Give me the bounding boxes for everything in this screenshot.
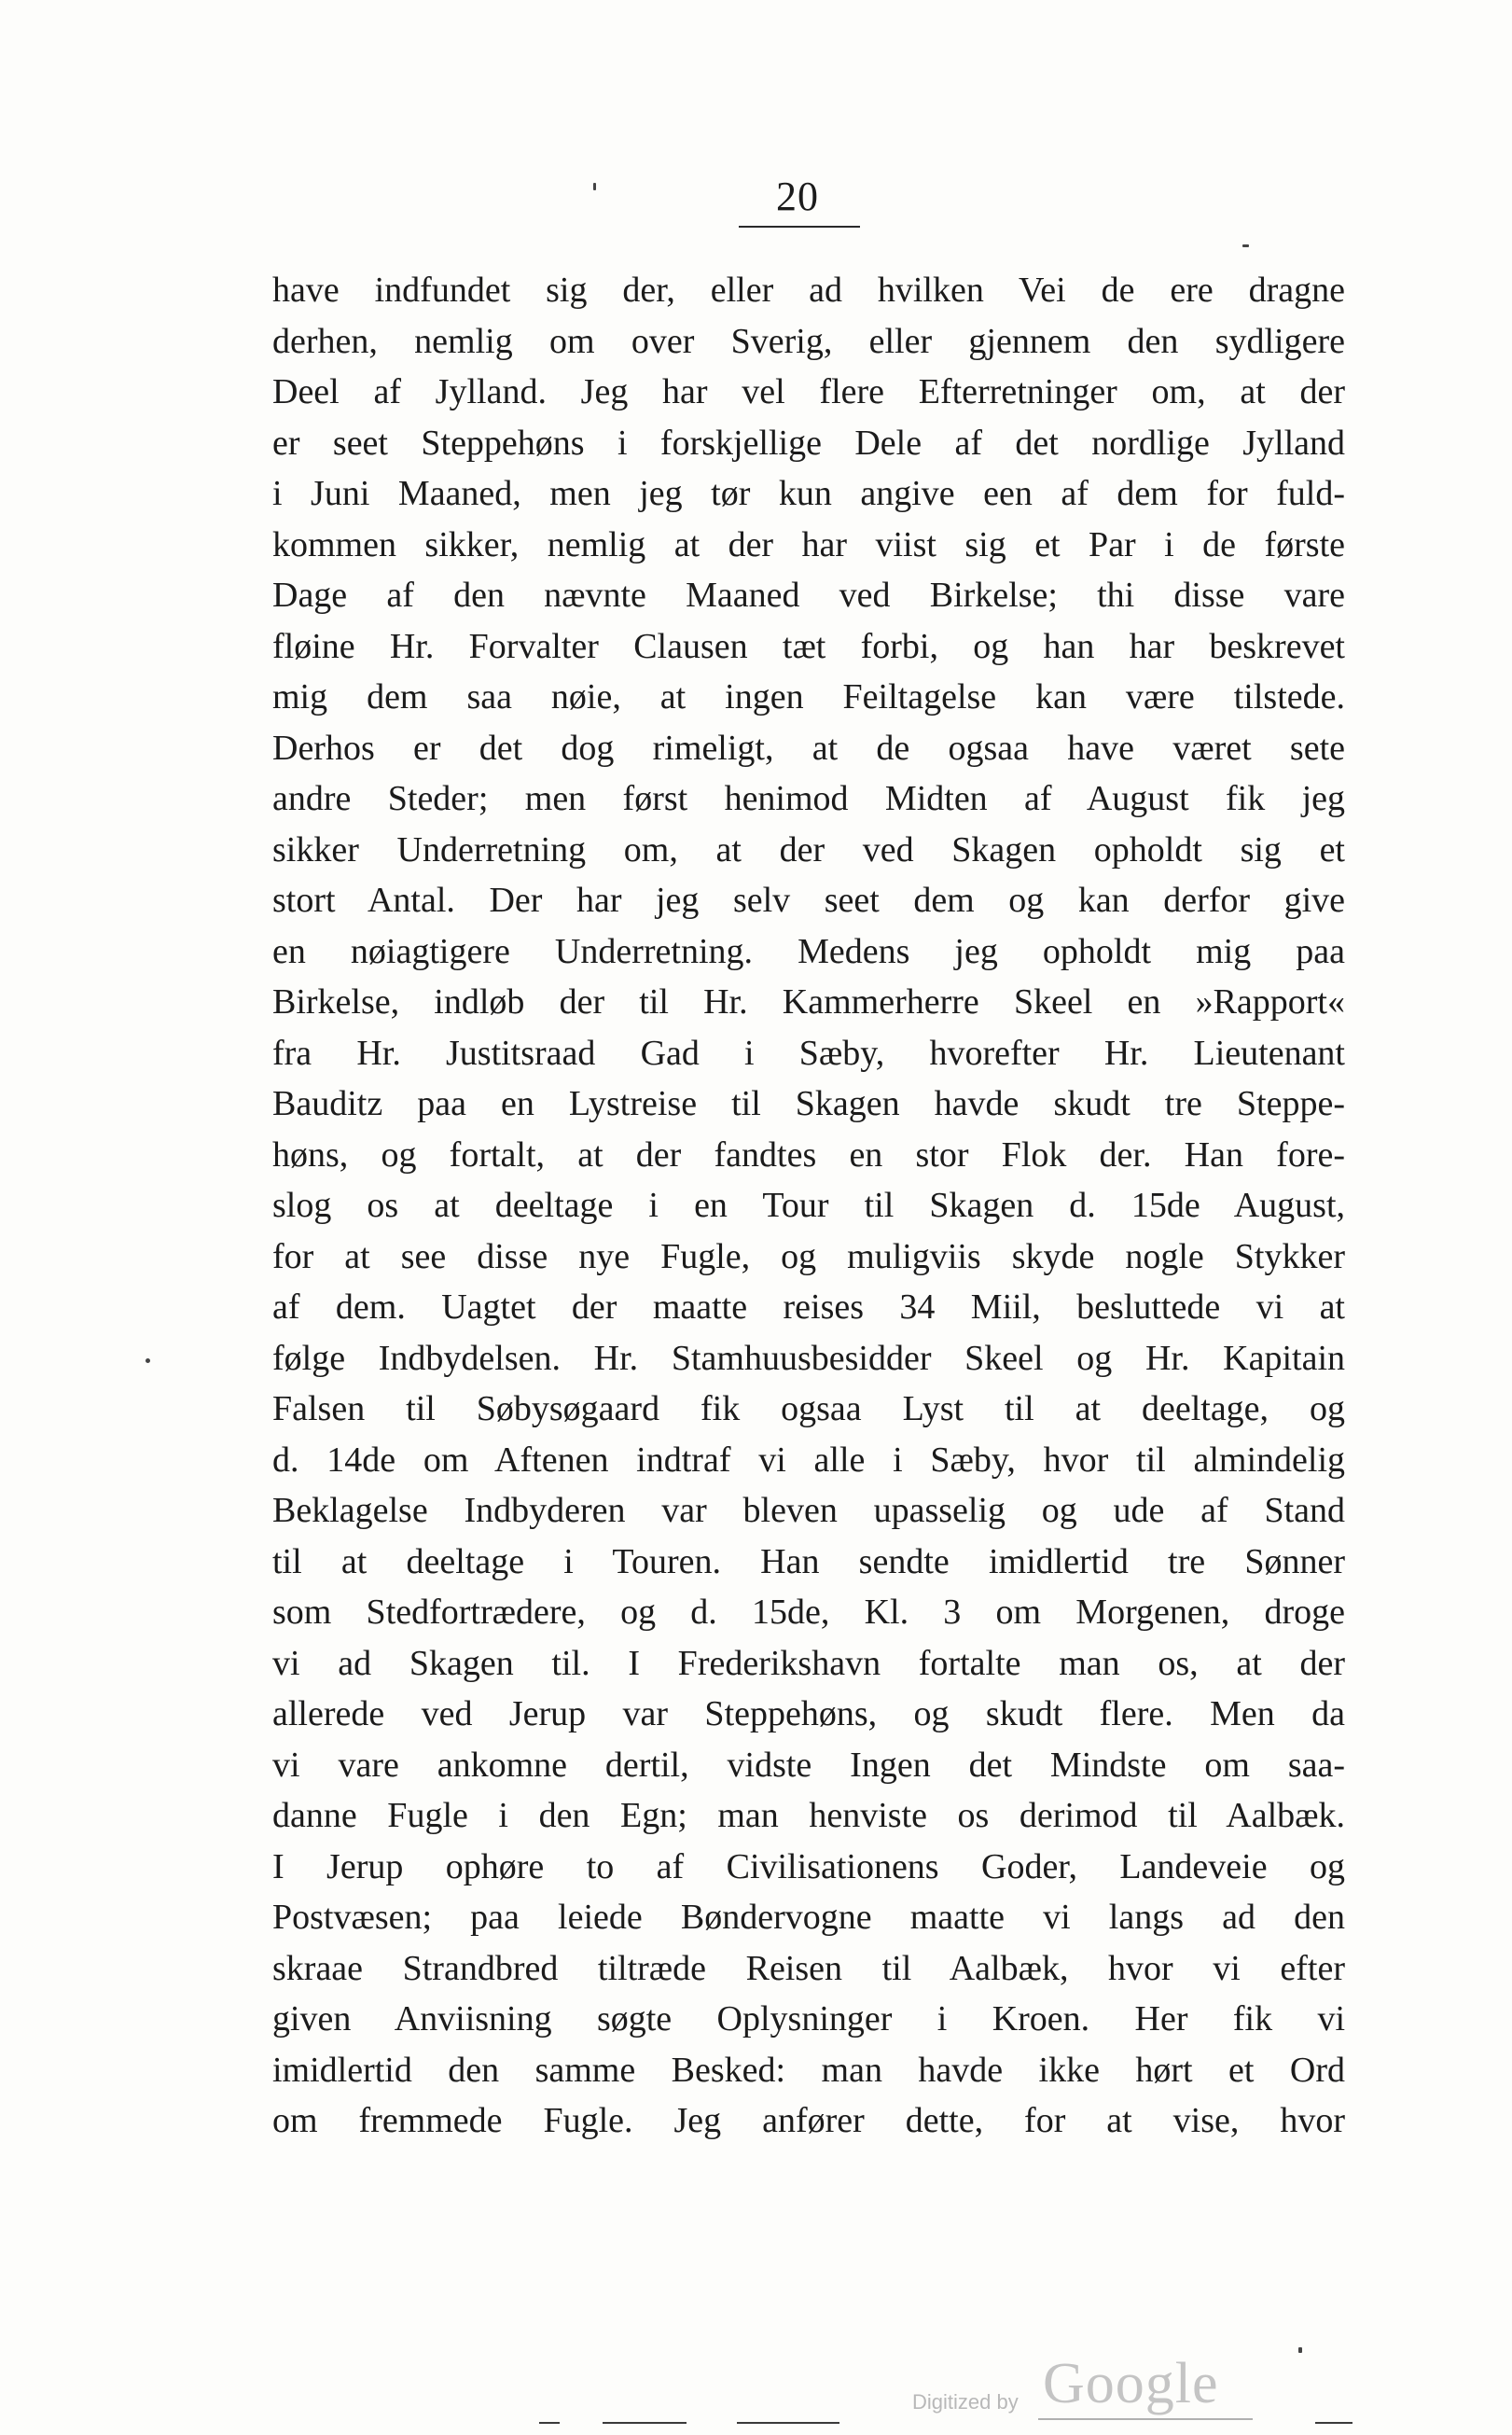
text-line: er seet Steppehøns i forskjellige Dele af det nordlige Jylland (272, 423, 1345, 463)
google-logo: Google (1043, 2352, 1219, 2415)
text-line: Postvæsen; paa leiede Bøndervogne maatte vi langs ad den (272, 1898, 1345, 1937)
footer-rule (539, 2422, 560, 2424)
text-line: en nøiagtigere Underretning. Medens jeg opholdt mig paa (272, 931, 1345, 971)
text-line: høns, og fortalt, at der fandtes en stor Flok der. Han fore- (272, 1134, 1345, 1175)
text-line: d. 14de om Aftenen indtraf vi alle i Sæby, hvor til almindelig (272, 1440, 1345, 1480)
text-line: stort Antal. Der har jeg selv seet dem og kan derfor give (272, 881, 1345, 920)
text-line: kommen sikker, nemlig at der har viist sig et Par i de første (272, 524, 1345, 564)
text-line: til at deeltage i Touren. Han sendte imidlertid tre Sønner (272, 1541, 1345, 1581)
text-line: Derhos er det dog rimeligt, at de ogsaa have været sete (272, 728, 1345, 768)
text-line: vi vare ankomne dertil, vidste Ingen det Mindste om saa- (272, 1745, 1345, 1785)
text-line: andre Steder; men først henimod Midten af August fik jeg (272, 779, 1345, 818)
page-number-rule (739, 226, 860, 228)
google-watermark (912, 2351, 1229, 2416)
text-line: i Juni Maaned, men jeg tør kun angive een af dem for fuld- (272, 474, 1345, 513)
text-line: fløine Hr. Forvalter Clausen tæt forbi, og han har beskrevet (272, 626, 1345, 666)
text-line: have indfundet sig der, eller ad hvilken Vei de ere dragne (272, 271, 1345, 310)
text-line: imidlertid den samme Besked: man havde ikke hørt et Ord (272, 2050, 1345, 2090)
text-line: om fremmede Fugle. Jeg anfører dette, for at vise, hvor (272, 2101, 1345, 2140)
text-line: danne Fugle i den Egn; man henviste os derimod til Aalbæk. (272, 1796, 1345, 1835)
text-line: derhen, nemlig om over Sverig, eller gjennem den sydligere (272, 321, 1345, 361)
text-line: Falsen til Søbysøgaard fik ogsaa Lyst til at deeltage, og (272, 1389, 1345, 1428)
text-line: mig dem saa nøie, at ingen Feiltagelse kan være tilstede. (272, 677, 1345, 717)
text-line: af dem. Uagtet der maatte reises 34 Miil, besluttede vi at (272, 1287, 1345, 1327)
text-line: Bauditz paa en Lystreise til Skagen havde skudt tre Steppe- (272, 1084, 1345, 1123)
stray-mark (1242, 244, 1249, 247)
text-line: Birkelse, indløb der til Hr. Kammerherre Skeel en »Rapport« (272, 982, 1345, 1022)
text-line: følge Indbydelsen. Hr. Stamhuusbesidder Skeel og Hr. Kapitain (272, 1338, 1345, 1378)
text-line: allerede ved Jerup var Steppehøns, og skudt flere. Men da (272, 1694, 1345, 1733)
text-line: Deel af Jylland. Jeg har vel flere Efterretninger om, at der (272, 372, 1345, 411)
text-line: slog os at deeltage i en Tour til Skagen d. 15de August, (272, 1186, 1345, 1225)
text-line: given Anviisning søgte Oplysninger i Kroen. Her fik vi (272, 1999, 1345, 2038)
watermark-prefix: Digitized by (912, 2390, 1019, 2414)
text-line: vi ad Skagen til. I Frederikshavn fortalte man os, at der (272, 1643, 1345, 1683)
stray-mark (593, 183, 596, 190)
text-line: Dage af den nævnte Maaned ved Birkelse; thi disse vare (272, 576, 1345, 615)
text-line: for at see disse nye Fugle, og muligviis skyde nogle Stykker (272, 1236, 1345, 1276)
text-line: I Jerup ophøre to af Civilisationens Goder, Landeveie og (272, 1846, 1345, 1886)
footer-rule (603, 2422, 687, 2424)
page-number: 20 (776, 174, 819, 219)
stray-mark (1298, 2347, 1302, 2353)
footer-rule (1315, 2422, 1352, 2424)
text-line: sikker Underretning om, at der ved Skagen opholdt sig et (272, 829, 1345, 870)
watermark-underline (1038, 2418, 1253, 2420)
text-line: som Stedfortrædere, og d. 15de, Kl. 3 om Morgenen, droge (272, 1593, 1345, 1632)
text-line: fra Hr. Justitsraad Gad i Sæby, hvorefter Hr. Lieutenant (272, 1033, 1345, 1073)
footer-rule (737, 2422, 839, 2424)
stray-mark (146, 1358, 150, 1363)
text-line: Beklagelse Indbyderen var bleven upasselig og ude af Stand (272, 1491, 1345, 1530)
text-line: skraae Strandbred tiltræde Reisen til Aalbæk, hvor vi efter (272, 1948, 1345, 1988)
body-text (272, 265, 1345, 2147)
